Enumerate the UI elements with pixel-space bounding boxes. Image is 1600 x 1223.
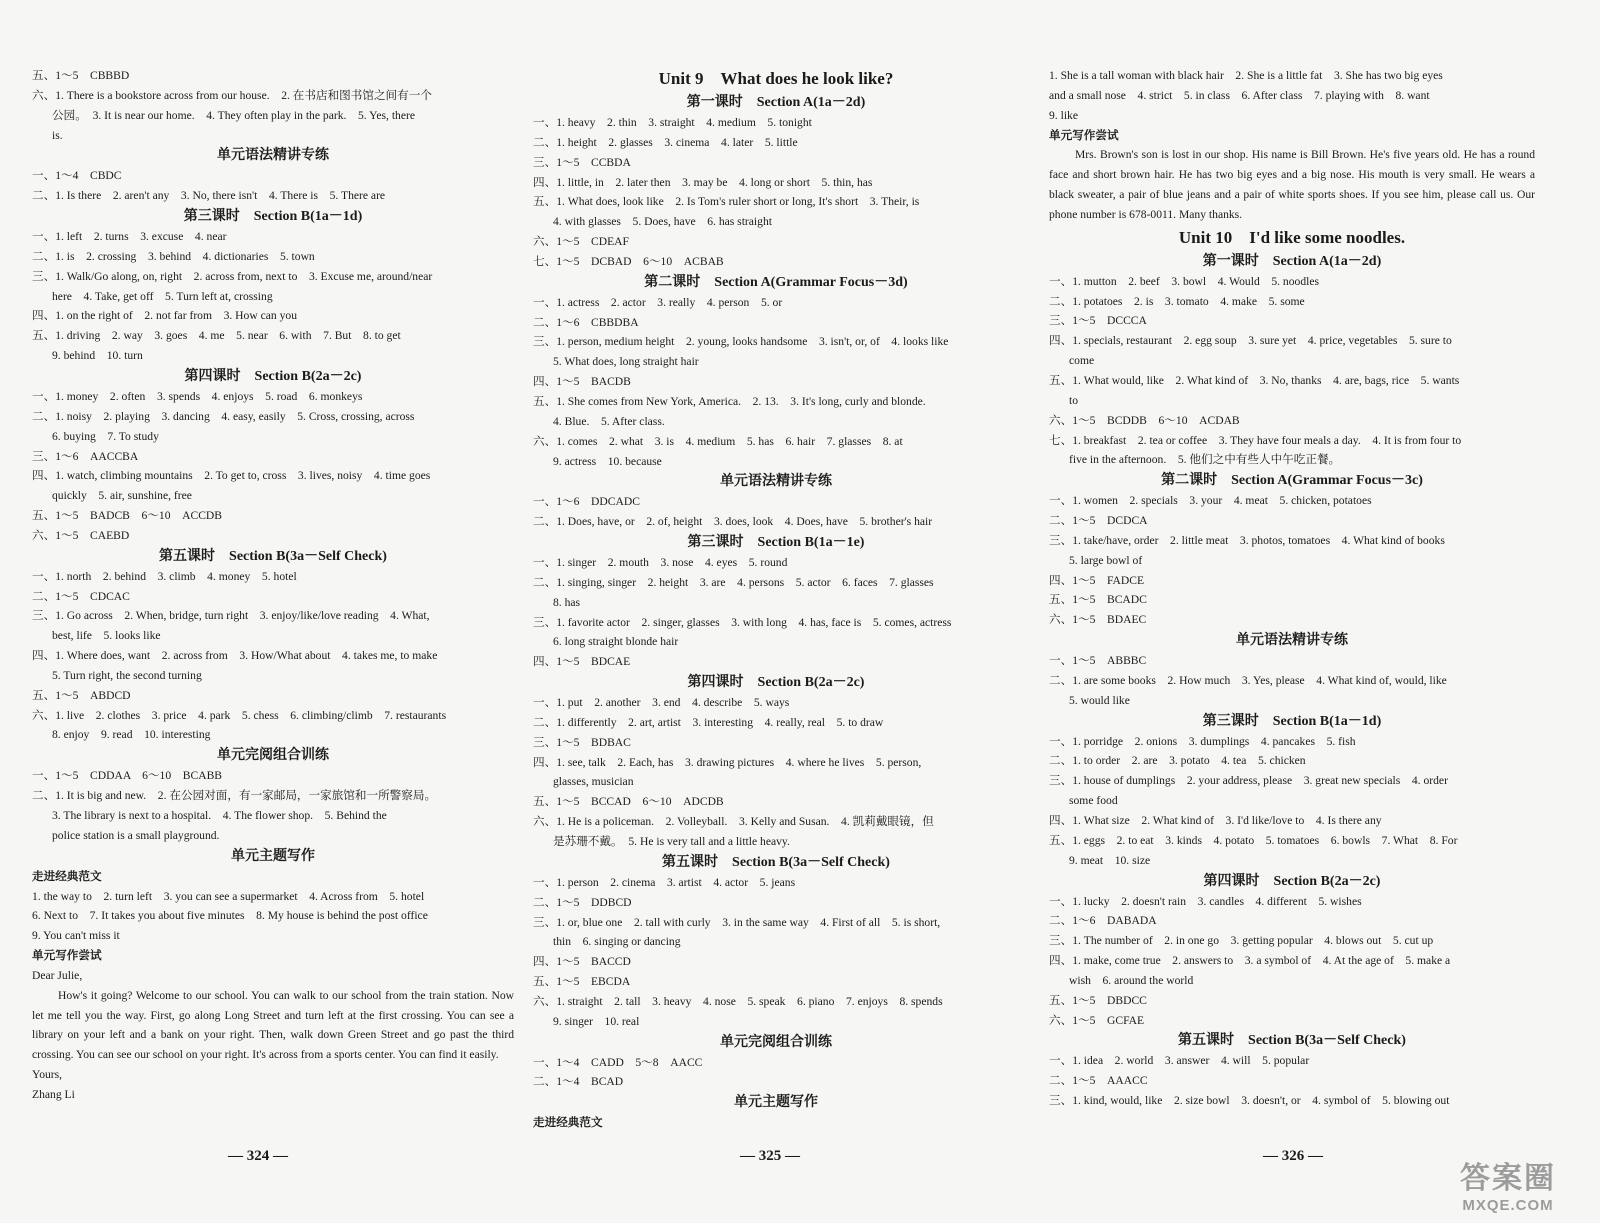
answer-line-cont: 5. would like: [1069, 693, 1130, 707]
section-heading: 第三课时 Section B(1a－1e): [687, 535, 865, 551]
answer-line-cont: 公园。 3. It is near our home. 4. They often play in the park. 5. Yes, there: [52, 108, 415, 122]
subsection-heading: 走进经典范文: [533, 1116, 603, 1130]
answer-line-cont: 是苏珊不戴。 5. He is very tall and a little heavy.: [553, 835, 790, 848]
answer-column-2: [533, 66, 1019, 1133]
answer-line: 五、1～5 ABDCD: [32, 688, 131, 702]
answer-line: 一、1. porridge 2. onions 3. dumplings 4. pancakes 5. fish: [1049, 734, 1356, 748]
answer-line-cont: some food: [1069, 794, 1118, 808]
answer-line: 四、1～5 FADCE: [1049, 573, 1145, 587]
answer-line: 三、1～5 BDBAC: [533, 735, 631, 749]
answer-line: 一、1. north 2. behind 3. climb 4. money 5. hotel: [32, 569, 297, 583]
answer-line-cont: 8. has: [553, 595, 581, 609]
watermark-text: 答案圈: [1460, 1162, 1556, 1195]
answer-column-1: [32, 66, 514, 1105]
answer-line: 一、1. person 2. cinema 3. artist 4. actor 5. jeans: [533, 875, 796, 889]
answer-line: 二、1. Is there 2. aren't any 3. No, there isn't 4. There is 5. There are: [32, 189, 386, 203]
essay-paragraph: How's it going? Welcome to our school. You can walk to our school from the train station. Now let me tell you the way. First, go along Long Street and turn left at the first crossing. You can see a library on your left and a bank on your right. Then, walk down Green Street and go past the third crossing. You can see our school on your right. It's across from a sports center. You can find it easily.: [32, 988, 514, 1062]
answer-line: 五、1～5 CBBBD: [32, 69, 130, 82]
answer-line: 四、1～5 BACCD: [533, 955, 631, 969]
answer-line: 五、1. driving 2. way 3. goes 4. me 5. near 6. with 7. But 8. to get: [32, 329, 401, 343]
answer-line: 6. Next to 7. It takes you about five minutes 8. My house is behind the post office: [32, 909, 428, 923]
answer-line-cont: come: [1069, 354, 1095, 368]
answer-line: 四、1. on the right of 2. not far from 3. How can you: [32, 309, 297, 323]
answer-line: 五、1～5 BCADC: [1049, 593, 1147, 607]
answer-line-cont: 5. large bowl of: [1069, 553, 1143, 567]
answer-line: 五、1～5 EBCDA: [533, 975, 631, 989]
subsection-heading: 走进经典范文: [32, 869, 102, 883]
answer-line: 二、1. noisy 2. playing 3. dancing 4. easy, easily 5. Cross, crossing, across: [32, 409, 415, 423]
unit-title: Unit 10 I'd like some noodles.: [1178, 227, 1406, 247]
answer-line: 三、1～5 CCBDA: [533, 155, 631, 169]
answer-line: 四、1. watch, climbing mountains 2. To get to, cross 3. lives, noisy 4. time goes: [32, 469, 431, 483]
section-heading: 第五课时 Section B(3a－Self Check): [662, 854, 890, 870]
section-heading: 第三课时 Section B(1a－1d): [183, 209, 363, 225]
unit-title: Unit 9 What does he look like?: [658, 69, 894, 88]
page-number-326: — 326 —: [1263, 1148, 1323, 1164]
answer-line: 六、1. He is a policeman. 2. Volleyball. 3. Kelly and Susan. 4. 凯莉戴眼镜，但: [533, 815, 934, 829]
answer-column-3: [1049, 66, 1535, 1111]
answer-line: Dear Julie,: [32, 968, 83, 982]
answer-line-cont: glasses, musician: [553, 775, 634, 789]
answer-line: 四、1. What size 2. What kind of 3. I'd like/love to 4. Is there any: [1049, 814, 1382, 827]
answer-line: 五、1. She comes from New York, America. 2. 13. 3. It's long, curly and blonde.: [533, 394, 926, 408]
subsection-heading: 单元写作尝试: [32, 949, 102, 963]
answer-line-cont: 6. long straight blonde hair: [553, 635, 679, 649]
answer-line: 三、1. house of dumplings 2. your address, please 3. great new specials 4. order: [1049, 774, 1448, 788]
page-number-324: — 324 —: [228, 1148, 288, 1164]
answer-line: 一、1～4 CADD 5～8 AACC: [533, 1055, 703, 1069]
answer-line-cont: 5. What does, long straight hair: [553, 355, 699, 369]
answer-line: 三、1. Walk/Go along, on, right 2. across from, next to 3. Excuse me, around/near: [32, 269, 433, 283]
answer-line-cont: 8. enjoy 9. read 10. interesting: [52, 728, 211, 742]
section-heading: 单元语法精讲专练: [217, 148, 329, 164]
answer-line: 四、1～5 BACDB: [533, 375, 631, 389]
subsection-heading: 单元写作尝试: [1049, 128, 1119, 142]
answer-line: 一、1. money 2. often 3. spends 4. enjoys 5. road 6. monkeys: [32, 389, 363, 403]
answer-line: 二、1～5 DCDCA: [1049, 514, 1148, 528]
answer-line: 四、1. see, talk 2. Each, has 3. drawing pictures 4. where he lives 5. person,: [533, 755, 922, 769]
section-heading: 第四课时 Section B(2a－2c): [687, 675, 865, 691]
answer-line-cont: quickly 5. air, sunshine, free: [52, 489, 192, 503]
section-heading: 第五课时 Section B(3a－Self Check): [1178, 1033, 1406, 1049]
answer-line: 二、1～5 DDBCD: [533, 895, 632, 909]
answer-line: 六、1～5 BDAEC: [1049, 613, 1147, 627]
answer-line: 二、1. is 2. crossing 3. behind 4. dictionaries 5. town: [32, 249, 315, 263]
answer-line-cont: police station is a small playground.: [52, 828, 220, 842]
answer-line: 二、1. differently 2. art, artist 3. interesting 4. really, real 5. to draw: [533, 715, 884, 729]
answer-line: 五、1. What would, like 2. What kind of 3. No, thanks 4. are, bags, rice 5. wants: [1049, 373, 1460, 387]
answer-line: 六、1. straight 2. tall 3. heavy 4. nose 5. speak 6. piano 7. enjoys 8. spends: [533, 994, 943, 1008]
answer-line: 五、1～5 BCCAD 6～10 ADCDB: [533, 795, 724, 809]
answer-line: 9. You can't miss it: [32, 929, 120, 943]
section-heading: 第二课时 Section A(Grammar Focus－3c): [1161, 473, 1423, 489]
answer-line-cont: 9. behind 10. turn: [52, 349, 143, 363]
answer-line-cont: best, life 5. looks like: [52, 629, 161, 643]
essay-paragraph: Mrs. Brown's son is lost in our shop. His name is Bill Brown. He's five years old. He has a round face and short brown hair. He has two big eyes and a big nose. His mouth is very small. He wears a black sweater, a pair of blue jeans and a pair of white sports shoes. If you see him, please call us. Our phone number is 678-0011. Many thanks.: [1049, 148, 1535, 221]
answer-line: 二、1. Does, have, or 2. of, height 3. does, look 4. Does, have 5. brother's hair: [533, 515, 933, 529]
answer-line: 四、1. specials, restaurant 2. egg soup 3. sure yet 4. price, vegetables 5. sure to: [1049, 334, 1452, 348]
answer-line: 三、1. take/have, order 2. little meat 3. photos, tomatoes 4. What kind of books: [1049, 533, 1445, 547]
answer-line: 六、1. live 2. clothes 3. price 4. park 5. chess 6. climbing/climb 7. restaurants: [32, 708, 447, 722]
answer-line: 一、1. women 2. specials 3. your 4. meat 5. chicken, potatoes: [1049, 494, 1372, 508]
answer-line-cont: thin 6. singing or dancing: [553, 935, 681, 949]
answer-line: 一、1～5 ABBBC: [1049, 654, 1147, 668]
answer-line: 六、1. There is a bookstore across from our house. 2. 在书店和图书馆之间有一个: [32, 88, 432, 102]
answer-line: 三、1. person, medium height 2. young, looks handsome 3. isn't, or, of 4. looks like: [533, 335, 949, 349]
answer-line: 二、1. potatoes 2. is 3. tomato 4. make 5. some: [1049, 294, 1305, 308]
answer-line: 一、1. left 2. turns 3. excuse 4. near: [32, 230, 227, 244]
answer-line: 六、1. comes 2. what 3. is 4. medium 5. has 6. hair 7. glasses 8. at: [533, 434, 903, 448]
watermark-logo: [1434, 1153, 1582, 1214]
answer-line: Yours,: [32, 1068, 63, 1082]
answer-line-cont: 9. meat 10. size: [1069, 853, 1151, 867]
answer-line-cont: here 4. Take, get off 5. Turn left at, crossing: [52, 289, 273, 303]
answer-line-cont: 4. with glasses 5. Does, have 6. has straight: [553, 215, 772, 229]
section-heading: 单元完阅组合训练: [720, 1034, 832, 1050]
answer-line: 五、1～5 BADCB 6～10 ACCDB: [32, 509, 223, 523]
answer-line: 六、1～5 BCDDB 6～10 ACDAB: [1049, 413, 1240, 427]
answer-line: 四、1. make, come true 2. answers to 3. a symbol of 4. At the age of 5. make a: [1049, 954, 1451, 968]
answer-line: 三、1. The number of 2. in one go 3. getting popular 4. blows out 5. cut up: [1049, 934, 1434, 948]
section-heading: 单元主题写作: [734, 1095, 818, 1111]
answer-line-cont: 3. The library is next to a hospital. 4. The flower shop. 5. Behind the: [52, 809, 387, 822]
answer-line: 二、1. height 2. glasses 3. cinema 4. later 5. little: [533, 135, 798, 149]
answer-line: 七、1～5 DCBAD 6～10 ACBAB: [533, 254, 724, 268]
answer-line: 三、1～6 AACCBA: [32, 449, 139, 463]
answer-line: 1. She is a tall woman with black hair 2. She is a little fat 3. She has two big eyes: [1049, 69, 1443, 82]
watermark-url: MXQE.COM: [1462, 1197, 1554, 1214]
answer-line: 六、1～5 CDEAF: [533, 235, 629, 249]
answer-line: 五、1. What does, look like 2. Is Tom's ruler short or long, It's short 3. Their, is: [533, 195, 920, 209]
answer-line: Zhang Li: [32, 1087, 75, 1101]
answer-line: 一、1～6 DDCADC: [533, 495, 640, 509]
section-heading: 第四课时 Section B(2a－2c): [1203, 873, 1381, 889]
answer-line: 七、1. breakfast 2. tea or coffee 3. They have four meals a day. 4. It is from four to: [1049, 433, 1462, 447]
section-heading: 第三课时 Section B(1a－1d): [1202, 713, 1382, 729]
answer-line: 三、1. or, blue one 2. tall with curly 3. in the same way 4. First of all 5. is short,: [533, 915, 941, 929]
section-heading: 第一课时 Section A(1a－2d): [1202, 253, 1382, 269]
answer-line: 二、1～4 BCAD: [533, 1075, 624, 1089]
answer-line: 二、1～5 AAACC: [1049, 1074, 1148, 1088]
answer-line: 四、1. little, in 2. later then 3. may be 4. long or short 5. thin, has: [533, 175, 873, 189]
answer-line: and a small nose 4. strict 5. in class 6. After class 7. playing with 8. want: [1049, 88, 1430, 102]
answer-line: 四、1. Where does, want 2. across from 3. How/What about 4. takes me, to make: [32, 649, 438, 663]
answer-line: 二、1～6 CBBDBA: [533, 315, 639, 329]
section-heading: 单元语法精讲专练: [720, 474, 832, 490]
section-heading: 第四课时 Section B(2a－2c): [184, 368, 362, 384]
answer-line: 四、1～5 BDCAE: [533, 655, 631, 669]
answer-line: 一、1～4 CBDC: [32, 169, 122, 183]
answer-line: 二、1～6 DABADA: [1049, 914, 1157, 928]
answer-line: 三、1. Go across 2. When, bridge, turn right 3. enjoy/like/love reading 4. What,: [32, 609, 430, 623]
answer-line-cont: is.: [52, 128, 63, 142]
answer-line-cont: 9. actress 10. because: [553, 454, 662, 468]
section-heading: 第二课时 Section A(Grammar Focus－3d): [644, 274, 908, 290]
answer-line: 一、1. put 2. another 3. end 4. describe 5. ways: [533, 696, 790, 710]
answer-line: 一、1. heavy 2. thin 3. straight 4. medium 5. tonight: [533, 116, 812, 129]
section-heading: 单元完阅组合训练: [217, 748, 329, 764]
section-heading: 第一课时 Section A(1a－2d): [686, 95, 866, 110]
answer-line-cont: 9. singer 10. real: [553, 1014, 640, 1028]
answer-line: 一、1. actress 2. actor 3. really 4. person 5. or: [533, 295, 783, 309]
answer-line: 三、1. favorite actor 2. singer, glasses 3. with long 4. has, face is 5. comes, actress: [533, 615, 952, 629]
answer-line: 二、1. singing, singer 2. height 3. are 4. persons 5. actor 6. faces 7. glasses: [533, 575, 934, 589]
section-heading: 单元语法精讲专练: [1236, 633, 1348, 649]
answer-line: 一、1～5 CDDAA 6～10 BCABB: [32, 769, 223, 783]
answer-line: 一、1. lucky 2. doesn't rain 3. candles 4. different 5. wishes: [1049, 894, 1362, 908]
answer-line: 三、1. kind, would, like 2. size bowl 3. doesn't, or 4. symbol of 5. blowing out: [1049, 1094, 1450, 1108]
section-heading: 单元主题写作: [231, 848, 315, 864]
answer-line: 一、1. idea 2. world 3. answer 4. will 5. popular: [1049, 1054, 1310, 1068]
answer-line: 一、1. mutton 2. beef 3. bowl 4. Would 5. noodles: [1049, 274, 1320, 288]
answer-line-cont: 6. buying 7. To study: [52, 429, 159, 443]
answer-line-cont: 5. Turn right, the second turning: [52, 668, 202, 682]
answer-line: 二、1. are some books 2. How much 3. Yes, please 4. What kind of, would, like: [1049, 673, 1447, 687]
page-number-325: — 325 —: [740, 1148, 800, 1164]
answer-line: 二、1. It is big and new. 2. 在公园对面，有一家邮局，一家旅馆和一所警察局。: [32, 789, 437, 803]
answer-line: 1. the way to 2. turn left 3. you can see a supermarket 4. Across from 5. hotel: [32, 889, 425, 903]
answer-line: 二、1～5 CDCAC: [32, 589, 130, 603]
answer-line: 二、1. to order 2. are 3. potato 4. tea 5. chicken: [1049, 754, 1306, 768]
answer-line: 六、1～5 GCFAE: [1049, 1013, 1145, 1027]
answer-line: 三、1～5 DCCCA: [1049, 314, 1147, 328]
answer-line: 五、1～5 DBDCC: [1049, 993, 1147, 1007]
answer-line-cont: wish 6. around the world: [1069, 973, 1194, 987]
answer-line-cont: five in the afternoon. 5. 他们之中有些人中午吃正餐。: [1069, 453, 1341, 467]
answer-line: 9. like: [1049, 108, 1078, 122]
answer-line: 一、1. singer 2. mouth 3. nose 4. eyes 5. round: [533, 556, 788, 570]
section-heading: 第五课时 Section B(3a－Self Check): [159, 548, 387, 564]
answer-line-cont: 4. Blue. 5. After class.: [553, 414, 665, 428]
answer-line: 五、1. eggs 2. to eat 3. kinds 4. potato 5. tomatoes 6. bowls 7. What 8. For: [1049, 833, 1458, 847]
answer-line: 六、1～5 CAEBD: [32, 528, 130, 542]
answer-line-cont: to: [1069, 393, 1079, 407]
